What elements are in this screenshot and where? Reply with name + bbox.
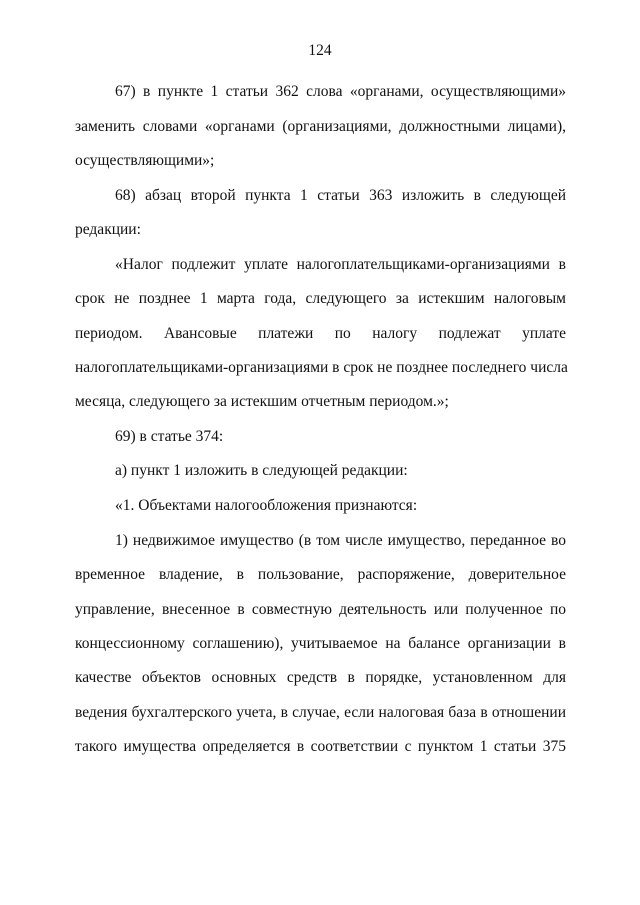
text-line: такого имущества определяется в соответствии с пунктом 1 статьи 375 [75, 738, 566, 755]
text-line: срок не позднее 1 марта года, следующего за истекшим налоговым [75, 290, 566, 307]
text-line: 68) абзац второй пункта 1 статьи 363 изложить в следующей [115, 187, 566, 204]
text-line: 69) в статье 374: [115, 428, 224, 445]
text-line: концессионному соглашению), учитываемое на балансе организации в [75, 635, 566, 652]
text-line: управление, внесенное в совместную деятельность или полученное по [75, 601, 566, 618]
text-line: ведения бухгалтерского учета, в случае, если налоговая база в отношении [75, 704, 566, 721]
text-line: качестве объектов основных средств в порядке, установленном для [75, 669, 566, 686]
text-line: а) пункт 1 изложить в следующей редакции: [115, 462, 408, 479]
text-line: редакции: [75, 221, 141, 238]
text-line: заменить словами «органами (организациями, должностными лицами), [75, 118, 566, 135]
text-line: 67) в пункте 1 статьи 362 слова «органами, осуществляющими» [115, 83, 566, 100]
text-line: периодом. Авансовые платежи по налогу подлежат уплате [75, 325, 566, 342]
text-line: налогоплательщиками-организациями в срок не позднее последнего числа [75, 359, 568, 376]
text-line: временное владение, в пользование, распоряжение, доверительное [75, 566, 566, 583]
page-number: 124 [308, 42, 332, 59]
text-line: 1) недвижимое имущество (в том числе имущество, переданное во [115, 532, 566, 549]
text-line: «Налог подлежит уплате налогоплательщиками-организациями в [115, 256, 566, 273]
text-line: «1. Объектами налогообложения признаются: [115, 497, 418, 514]
text-line: месяца, следующего за истекшим отчетным периодом.»; [75, 393, 449, 410]
text-line: осуществляющими»; [75, 152, 215, 169]
